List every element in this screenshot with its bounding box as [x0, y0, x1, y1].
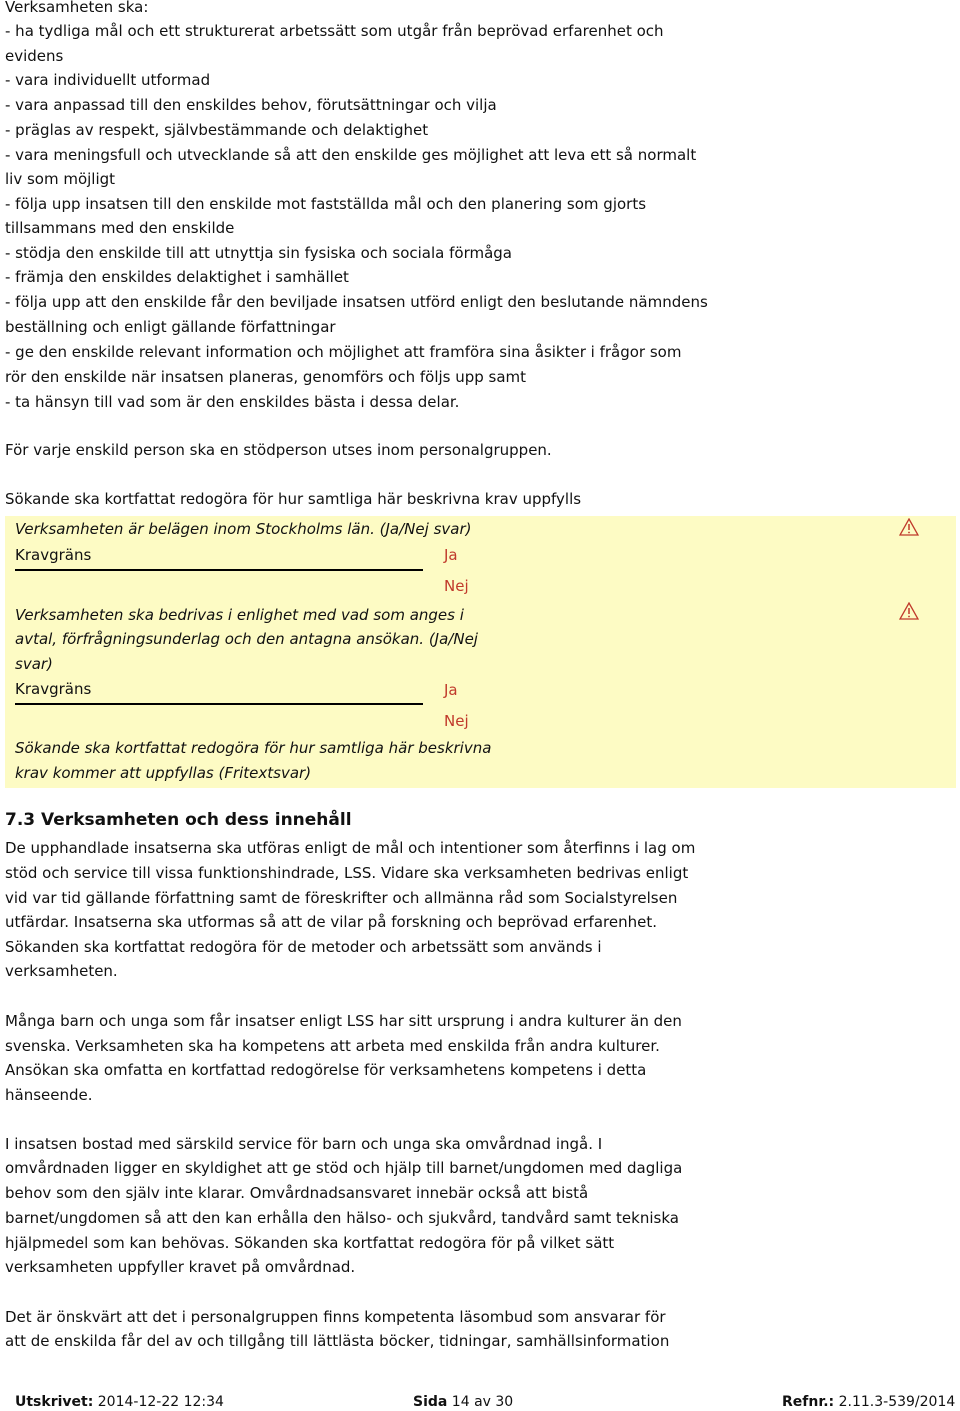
- paragraph-3-line: barnet/ungdomen så att den kan erhålla den hälso- och sjukvård, tandvård samt tekniska: [5, 1209, 679, 1227]
- section-title: Verksamheten och dess innehåll: [41, 810, 352, 830]
- requirement-1-underline: [15, 569, 423, 571]
- intro-line: Verksamheten ska:: [5, 0, 149, 16]
- warning-icon: [899, 602, 919, 620]
- paragraph-2-line: Ansökan ska omfatta en kortfattad redogörelse för verksamhetens kompetens i detta: [5, 1061, 647, 1079]
- paragraph-3-line: hjälpmedel som kan behövas. Sökanden ska kortfattat redogöra för på vilket sätt: [5, 1234, 615, 1252]
- intro-line: liv som möjligt: [5, 170, 116, 188]
- intro-line: - präglas av respekt, självbestämmande och delaktighet: [5, 121, 429, 139]
- requirement-1-text: Verksamheten är belägen inom Stockholms län. (Ja/Nej svar): [15, 520, 472, 538]
- footer-ref: [782, 1394, 955, 1410]
- paragraph-2-line: svenska. Verksamheten ska ha kompetens att arbeta med enskilda från andra kulturer.: [5, 1037, 660, 1055]
- intro-line: - följa upp insatsen till den enskilde mot fastställda mål och den planering som gjorts: [5, 195, 647, 213]
- intro-line: evidens: [5, 47, 64, 65]
- intro-line: rör den enskilde när insatsen planeras, genomförs och följs upp samt: [5, 368, 527, 386]
- paragraph-2-line: hänseende.: [5, 1086, 93, 1104]
- paragraph-3-line: omvårdnaden ligger en skyldighet att ge stöd och hjälp till barnet/ungdomen med dagliga: [5, 1159, 683, 1177]
- requirement-1-no-option[interactable]: Nej: [444, 577, 469, 595]
- section-heading: [5, 810, 352, 830]
- intro-line: - följa upp att den enskilde får den beviljade insatsen utförd enligt den beslutande nämndens: [5, 293, 708, 311]
- paragraph-1-line: verksamheten.: [5, 962, 118, 980]
- paragraph-1-line: utfärdar. Insatserna ska utformas så att de vilar på forskning och beprövad erfarenhet.: [5, 913, 657, 931]
- intro-line: - vara anpassad till den enskildes behov, förutsättningar och vilja: [5, 96, 497, 114]
- footer-printed-label: Utskrivet:: [15, 1394, 94, 1410]
- requirement-1-label: Kravgräns: [15, 546, 92, 564]
- requirement-1-yes-option[interactable]: Ja: [444, 546, 458, 564]
- footer-ref-value: 2.11.3-539/2014: [834, 1394, 956, 1410]
- paragraph-1-line: stöd och service till vissa funktionshindrade, LSS. Vidare ska verksamheten bedrivas enligt: [5, 864, 689, 882]
- summary-instruction: Sökande ska kortfattat redogöra för hur samtliga här beskrivna krav uppfylls: [5, 490, 582, 508]
- paragraph-1-line: Sökanden ska kortfattat redogöra för de metoder och arbetssätt som används i: [5, 938, 602, 956]
- intro-line: beställning och enligt gällande författningar: [5, 318, 336, 336]
- footer-ref-label: Refnr.:: [782, 1394, 835, 1410]
- paragraph-3-line: I insatsen bostad med särskild service för barn och unga ska omvårdnad ingå. I: [5, 1135, 603, 1153]
- section-number: 7.3: [5, 810, 36, 830]
- paragraph-4-line: att de enskilda får del av och tillgång till lättlästa böcker, tidningar, samhällsinformation: [5, 1332, 670, 1350]
- intro-line: tillsammans med den enskilde: [5, 219, 235, 237]
- requirement-2-label: Kravgräns: [15, 680, 92, 698]
- requirement-2-text-line: Verksamheten ska bedrivas i enlighet med vad som anges i: [15, 606, 464, 624]
- footer-page-value: 14 av 30: [447, 1394, 514, 1410]
- warning-icon: [899, 518, 919, 536]
- requirement-2-no-option[interactable]: Nej: [444, 712, 469, 730]
- requirement-2-text-line: svar): [15, 655, 53, 673]
- requirements-box: [5, 516, 956, 788]
- paragraph-2-line: Många barn och unga som får insatser enligt LSS har sitt ursprung i andra kulturer än den: [5, 1012, 682, 1030]
- footer-printed-value: 2014-12-22 12:34: [93, 1394, 224, 1410]
- footer-page: [413, 1394, 513, 1410]
- requirement-2-yes-option[interactable]: Ja: [444, 681, 458, 699]
- intro-line: - vara individuellt utformad: [5, 71, 211, 89]
- requirement-3-text-line: krav kommer att uppfyllas (Fritextsvar): [15, 764, 312, 782]
- requirement-2-text-line: avtal, förfrågningsunderlag och den antagna ansökan. (Ja/Nej: [15, 630, 478, 648]
- paragraph-3-line: verksamheten uppfyller kravet på omvårdnad.: [5, 1258, 356, 1276]
- intro-line: - ta hänsyn till vad som är den enskildes bästa i dessa delar.: [5, 393, 460, 411]
- intro-line: - ge den enskilde relevant information och möjlighet att framföra sina åsikter i frågor som: [5, 343, 682, 361]
- intro-line: - stödja den enskilde till att utnyttja sin fysiska och sociala förmåga: [5, 244, 512, 262]
- intro-line: - främja den enskildes delaktighet i samhället: [5, 268, 349, 286]
- requirement-3-text-line: Sökande ska kortfattat redogöra för hur samtliga här beskrivna: [15, 739, 492, 757]
- intro-line: - vara meningsfull och utvecklande så att den enskilde ges möjlighet att leva ett så normalt: [5, 146, 697, 164]
- paragraph-1-line: vid var tid gällande författning samt de föreskrifter och allmänna råd som Socialstyrelsen: [5, 889, 678, 907]
- footer-page-label: Sida: [413, 1394, 448, 1410]
- support-person-text: För varje enskild person ska en stödperson utses inom personalgruppen.: [5, 441, 552, 459]
- footer-printed: [15, 1394, 224, 1410]
- paragraph-4-line: Det är önskvärt att det i personalgruppen finns kompetenta läsombud som ansvarar för: [5, 1308, 666, 1326]
- requirement-2-underline: [15, 703, 423, 705]
- paragraph-3-line: behov som den själv inte klarar. Omvårdnadsansvaret innebär också att bistå: [5, 1184, 589, 1202]
- paragraph-1-line: De upphandlade insatserna ska utföras enligt de mål och intentioner som återfinns i lag om: [5, 839, 696, 857]
- intro-line: - ha tydliga mål och ett strukturerat arbetssätt som utgår från beprövad erfarenhet och: [5, 22, 664, 40]
